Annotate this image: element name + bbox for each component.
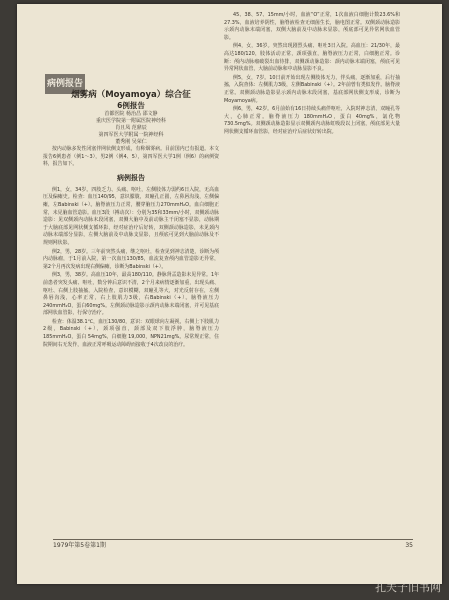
article-title: 烟雾病（Moyamoya）综合征 — [71, 90, 191, 100]
body-paragraph: 例1，女，34岁。四肢乏力、头痛、呕吐，左侧肢体力弱约6日入院，无高血压及偏瘫史。检查：血压140/95，意识朦胧，双瞳孔正圆，左鼻唇沟浅，左侧偏瘫，左Babinski（+）。脑脊液压力正常，腰穿脑压力270mmH₂O。血白细胞正常，未见脑血管造影。血压3段（搏动次）：分别为35和33mm/小时，双侧颈动脉造影：见双侧颈内动脉末段闭塞，双侧大脑中及前动脉主干闭塞不显影，动脉期于大脑底部见网状侧支循环影，经对症治疗后好转，双侧颈动脉造影，未见颈内动脉末端部分显影，左侧大脑前及中动脉支显影，且颅底可见到大脑前动脉及不规则网状影。 — [43, 186, 219, 246]
article-subtitle: 6例报告 — [117, 101, 145, 110]
body-paragraph: 例6，男，42岁。6月前始有16日持续头痛伴呕吐，入院时神志清，双瞳孔等大，心肺正常。脑脊液压力 180mmH₂O，蛋白 40mg%，氯化物 730.5mg%。双侧颈动脉造影显示双侧颈内动脉虹吸段以上闭塞，颅底部见大量网状侧支循环血管影，经对症治疗后症状好转出院。 — [224, 106, 400, 135]
section-logo: 病例报告 — [45, 74, 85, 94]
left-column — [43, 64, 219, 350]
body-paragraph: 例5，女，7岁。10日前开始出现左侧肢体无力，伴头痛，逐渐加重，后行抽搐，入院查体：左侧肌力3级，左侧Babinski（+）。2年前曾有类似发作。脑脊液正常。双侧颈动脉造影显示颈内动脉末段闭塞，基底部网状侧支形成，诊断为Moyamoya病。 — [224, 74, 400, 104]
section-heading: 病例报告 — [117, 173, 145, 182]
author-block — [43, 111, 219, 146]
journal-issue: 1979年第5卷第1期 — [53, 542, 106, 549]
author-line: 第四军医大学附属一院神经科 — [98, 132, 164, 138]
author-line: 重庆医学院第一附属医院神经科 — [95, 118, 166, 124]
body-paragraph: 例4，女，36岁。突然出现剧烈头痛、呕吐3日入院。高血压：21/30年，最高达180/120，肢体活动正常，颈项强直，脑脊液压力正常，白细胞正常。诊断：颅内动脉瘤破裂出血待排，双侧颈动脉造影：颈内动脉末端闭塞，颅底可见异常网状血管，大脑前动脉和中动脉显影不良。 — [224, 43, 400, 73]
author-line: 肖且凤 范鼎辰 — [115, 125, 147, 131]
body-paragraph: 例3，男，38岁。高血压10年，最高180/110。静脉肾盂造影未见异常。1年前患者突发头痛、呕吐，数分钟后意识不清，2个月来病情逐渐加重，出现头痛、呕吐、右侧上肢抽搐，入院检查，意识模糊，双瞳孔等大，对光反射存在，左侧鼻唇沟浅，心率正常，右上肢肌力3级，右Babinski（+）。脑脊液压力240mmH₂O，蛋白60mg%。左侧颈动脉造影示颈内动脉末端闭塞，并可见基底部网状血管影，行保守治疗。 — [43, 272, 219, 317]
page-footer — [53, 539, 413, 549]
author-line: 董秀刚 吴荣仁 — [115, 139, 147, 145]
document-page — [17, 4, 442, 584]
right-column — [224, 12, 400, 138]
body-paragraph: 45、38、57、15mm/小时，血液“O”正常，1次血液白细胞计数23.6%和27.3%，血液培养阴性，脑脊液检查无细菌生长，脑电图正常。双侧颈动脉造影示颈内动脉末端闭塞，双侧大脑前及中动脉未显影，颅底部可见异常网状血管影。 — [224, 12, 400, 41]
page-number: 35 — [405, 542, 413, 549]
body-paragraph: 检查：体温38.1℃，血压130/80，意识：双眼球向左凝视，右侧上下肢肌力2级，Babinski（+），颈项强直，颈部及双下肢浮肿，脑脊液压力 185mmH₂O，蛋白 54mg%，白细胞 19,000，NPN21mg%。尿常规正常，住院期间右无发作，血液正常呼吸运动障碍而接收于4次改良的治疗。 — [43, 318, 219, 348]
abstract: 按内动脉多发性闭塞伴网状侧支形成，有称烟雾病。目前国内已有报道。本文报告6例患者（例1～3），男2例（例4、5），第四军医大学1例（例6）的病例资料，报告如下。 — [43, 146, 219, 168]
body-paragraph: 例2，男，28岁。三年前突然头痛，继之呕吐，检查见到神志清楚，诊断为颅内动脉瘤，于1月前入院，第一次血压130/85，血流复查颅内血管造影无异常，第2个月再次发病出现右侧偏瘫，诊断为Babinski（+）。 — [43, 248, 219, 270]
author-line: 首都医院 杨治昌 邵文静 — [104, 111, 158, 117]
watermark: 孔夫子旧书网 — [375, 581, 441, 594]
